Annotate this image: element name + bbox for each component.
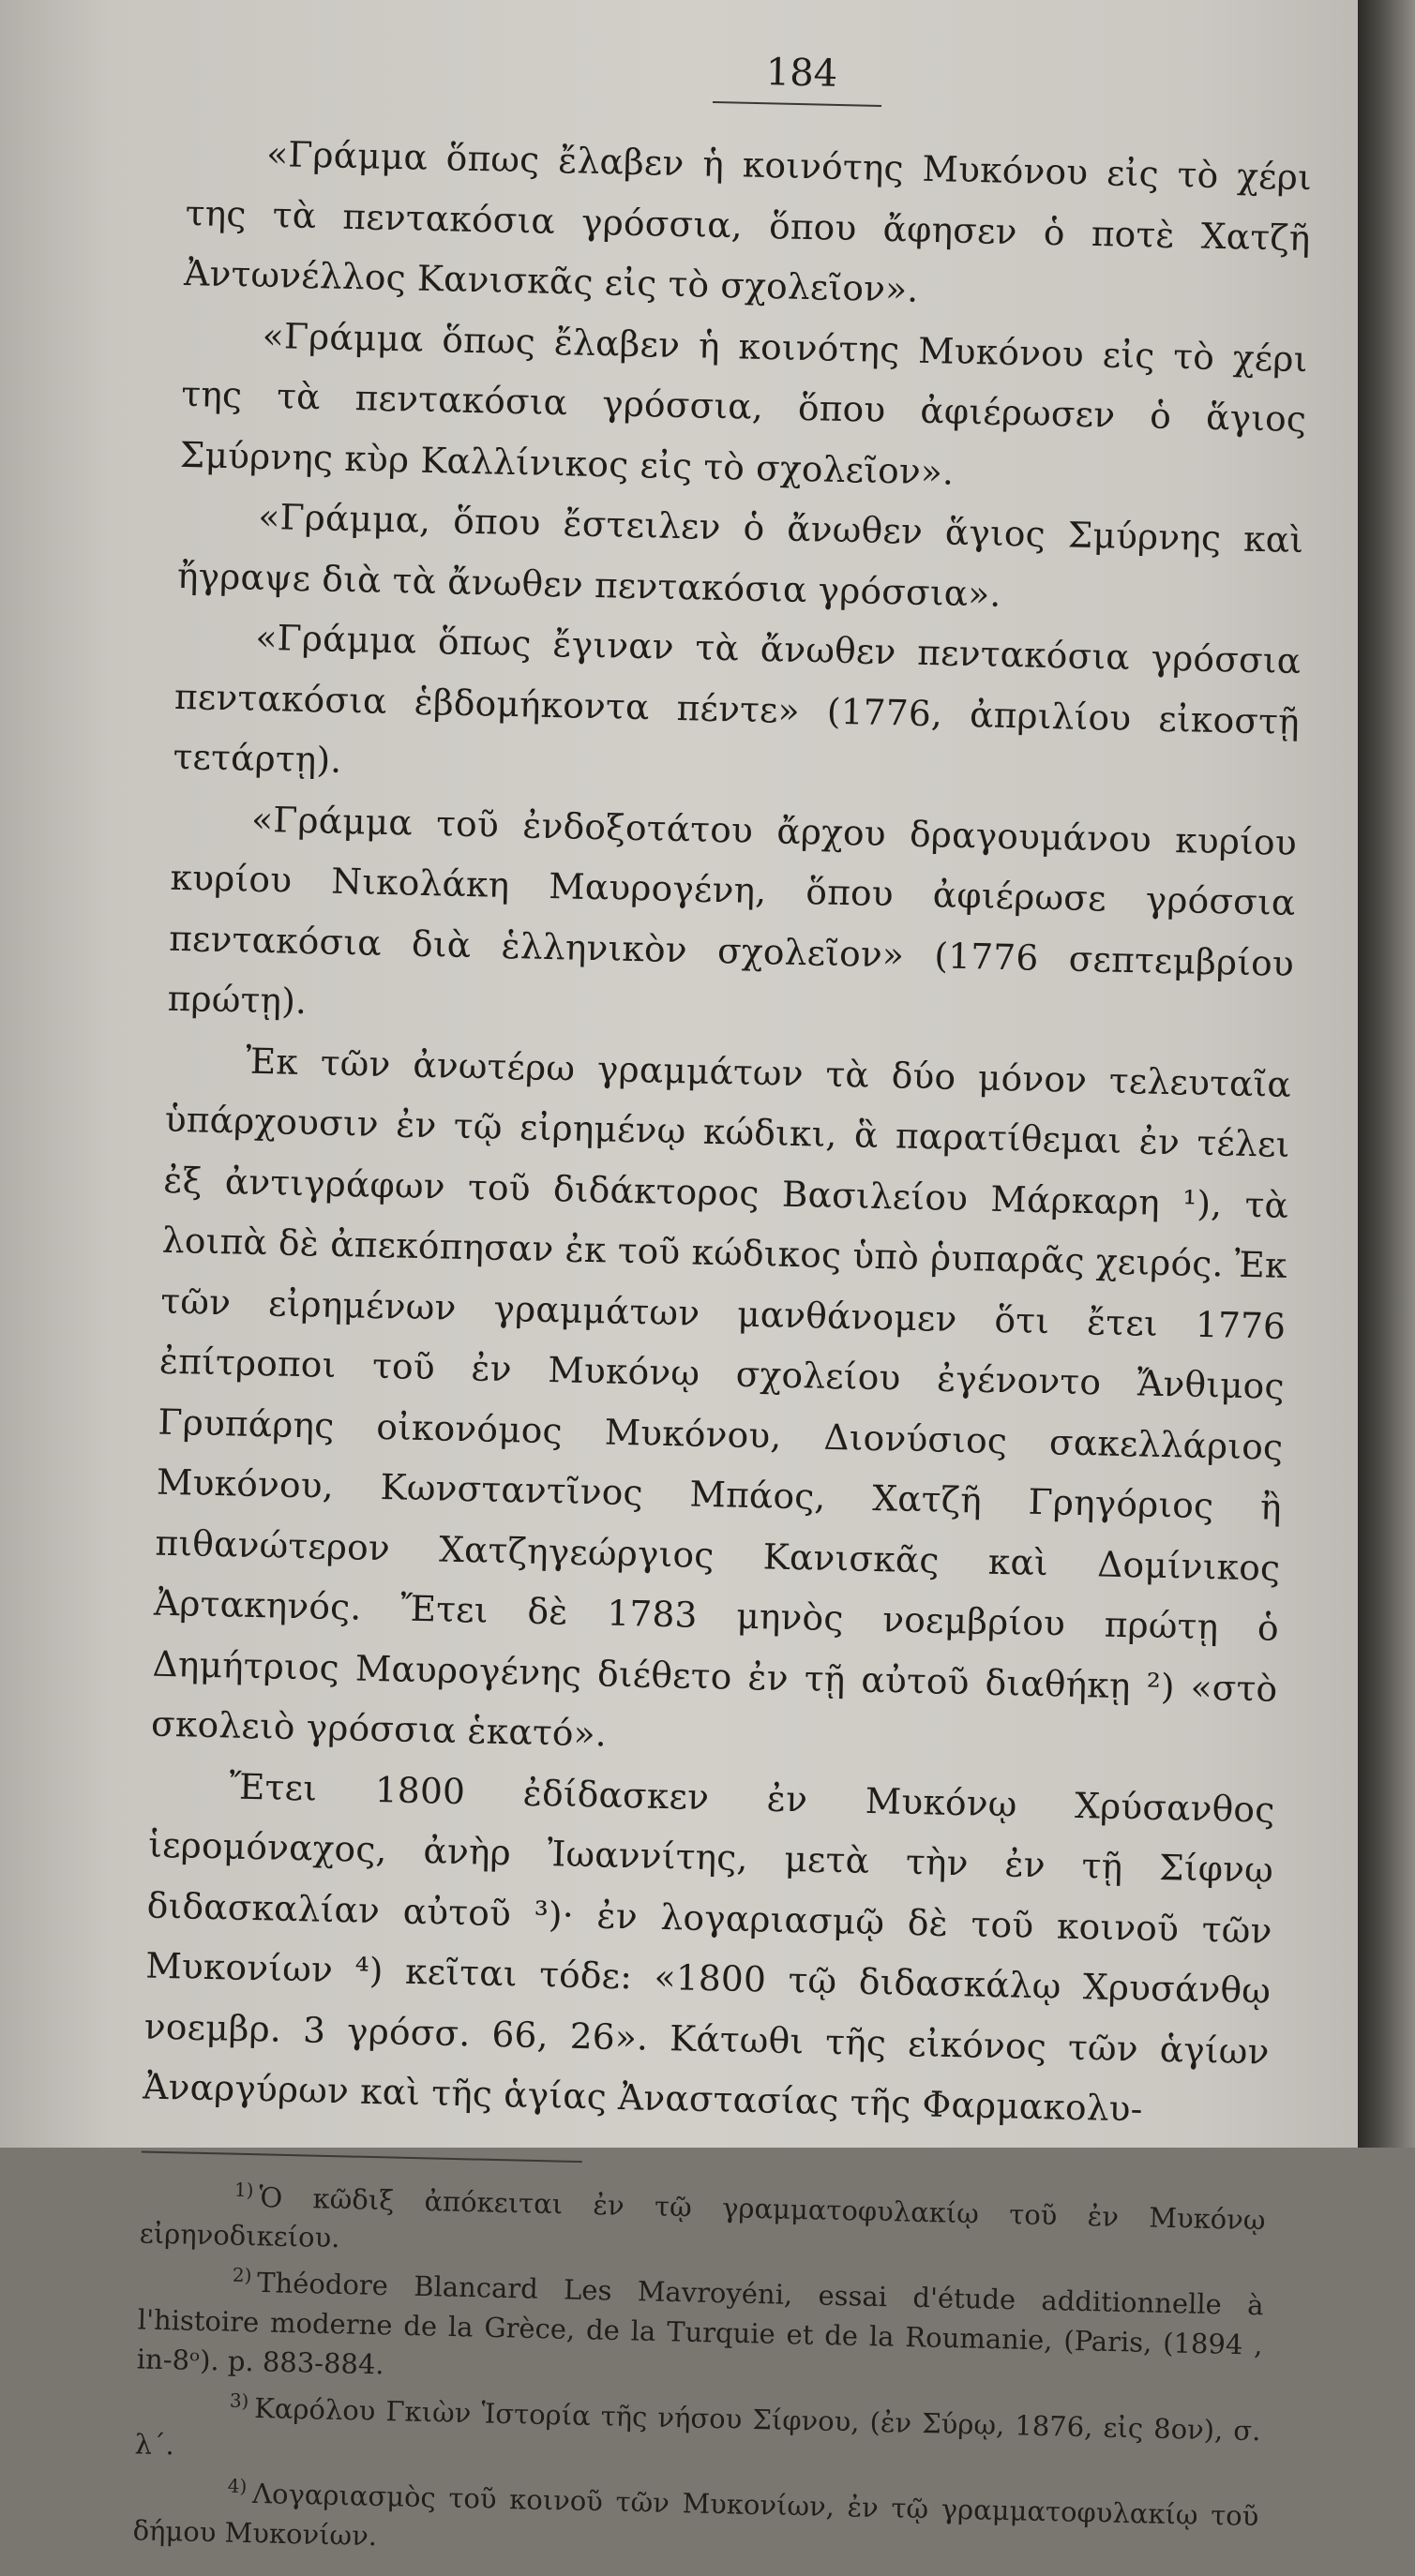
- page-number: 184: [765, 51, 838, 96]
- footnote-rule: [142, 2150, 582, 2163]
- book-spine-shadow: [1358, 0, 1415, 2148]
- footnote-number: 1): [233, 2178, 254, 2201]
- footnote-number: 2): [232, 2263, 252, 2287]
- header-rule: [713, 101, 881, 107]
- footnote-text: Λογαριασμὸς τοῦ κοινοῦ τῶν Μυκονίων, ἐν τῷ γραμματοφυλακίῳ τοῦ δήμου Μυκονίων.: [132, 2478, 1259, 2553]
- footnote-text: Ὁ κῶδιξ ἀπόκειται ἐν τῷ γραμματοφυλακίῳ τοῦ ἐν Μυκόνῳ εἰρηνοδικείου.: [139, 2180, 1266, 2254]
- text-block: [132, 122, 1312, 2576]
- footnote-number: 4): [227, 2475, 248, 2498]
- footnotes: [132, 2167, 1266, 2576]
- paragraph: «Γράμμα ὅπως ἔλαβεν ἡ κοινότης Μυκόνου εἰς τὸ χέρι της τὰ πεντακόσια γρόσσια, ὅπου ἀφιέρωσεν ὁ ἅγιος Σμύρνης κὺρ Καλλίνικος εἰς τὸ σχολεῖον».: [179, 314, 1309, 493]
- footnote-number: 3): [229, 2389, 249, 2412]
- paragraph: Ἐκ τῶν ἀνωτέρω γραμμάτων τὰ δύο μόνον τελευταῖα ὑπάρχουσιν ἐν τῷ εἰρημένῳ κώδικι, ἃ παρατίθεμαι ἐν τέλει ἐξ ἀντιγράφων τοῦ διδάκτορος Βασιλείου Μάρκαρη ¹), τὰ λοιπὰ δὲ ἀπεκόπησαν ἐκ τοῦ κώδικος ὑπὸ ῥυπαρᾶς χειρός. Ἐκ τῶν εἰρημένων γραμμάτων μανθάνομεν ὅτι ἔτει 1776 ἐπίτροποι τοῦ ἐν Μυκόνῳ σχολείου ἐγένοντο Ἄνθιμος Γρυπάρης οἰκονόμος Μυκόνου, Διονύσιος σακελλάριος Μυκόνου, Κωνσταντῖνος Μπάος, Χατζῆ Γρηγόριος ἢ πιθανώτερον Χατζηγεώργιος Κανισκᾶς καὶ Δομίνικος Ἀρτακηνός. Ἔτει δὲ 1783 μηνὸς νοεμβρίου πρώτῃ ὁ Δημήτριος Μαυρογένης διέθετο ἐν τῇ αὐτοῦ διαθήκῃ ²) «στὸ σκολειὸ γρόσσια ἑκατό».: [150, 1040, 1292, 1755]
- footnote: [136, 2254, 1264, 2404]
- paragraph: «Γράμμα τοῦ ἐνδοξοτάτου ἄρχου δραγουμάνου κυρίου κυρίου Νικολάκη Μαυρογένη, ὅπου ἀφιέρωσε γρόσσια πεντακόσια διὰ ἑλληνικὸν σχολεῖον» (1776 σεπτεμβρίου πρώτῃ).: [167, 798, 1298, 1023]
- paragraph: Ἔτει 1800 ἐδίδασκεν ἐν Μυκόνῳ Χρύσανθος ἱερομόναχος, ἀνὴρ Ἰωαννίτης, μετὰ τὴν ἐν τῇ Σίφνῳ διδασκαλίαν αὐτοῦ ³)· ἐν λογαριασμῷ δὲ τοῦ κοινοῦ τῶν Μυκονίων ⁴) κεῖται τόδε: «1800 τῷ διδασκάλῳ Χρυσάνθῳ νοεμβρ. 3 γρόσσ. 66, 26». Κάτωθι τῆς εἰκόνος τῶν ἁγίων Ἀναργύρων καὶ τῆς ἁγίας Ἀναστασίας τῆς Φαρμακολυ-: [142, 1764, 1275, 2130]
- footnote-text: Καρόλου Γκιὼν Ἱστορία τῆς νήσου Σίφνου, (ἐν Σύρῳ, 1876, εἰς 8ον), σ. λ΄.: [134, 2391, 1261, 2462]
- paragraph: «Γράμμα ὅπως ἔγιναν τὰ ἄνωθεν πεντακόσια γρόσσια πεντακόσια ἑβδομήκοντα πέντε» (1776, ἀπριλίου εἰκοστῇ τετάρτῃ).: [173, 616, 1302, 781]
- paragraph: «Γράμμα ὅπως ἔλαβεν ἡ κοινότης Μυκόνου εἰς τὸ χέρι της τὰ πεντακόσια γρόσσια, ὅπου ἄφησεν ὁ ποτὲ Χατζῆ Ἀντωνέλλος Κανισκᾶς εἰς τὸ σχολεῖον».: [183, 132, 1313, 310]
- body-text: [143, 122, 1313, 2142]
- footnote-text: Théodore Blancard Les Mavroyéni, essai d'étude additionnelle à l'histoire moderne de la Grèce, de la Turquie et de la Roumanie, (Paris, (1894 , in-8ᵒ). p. 883-884.: [136, 2267, 1264, 2381]
- paragraph: «Γράμμα, ὅπου ἔστειλεν ὁ ἄνωθεν ἅγιος Σμύρνης καὶ ἤγραψε διὰ τὰ ἄνωθεν πεντακόσια γρόσσια».: [176, 495, 1304, 615]
